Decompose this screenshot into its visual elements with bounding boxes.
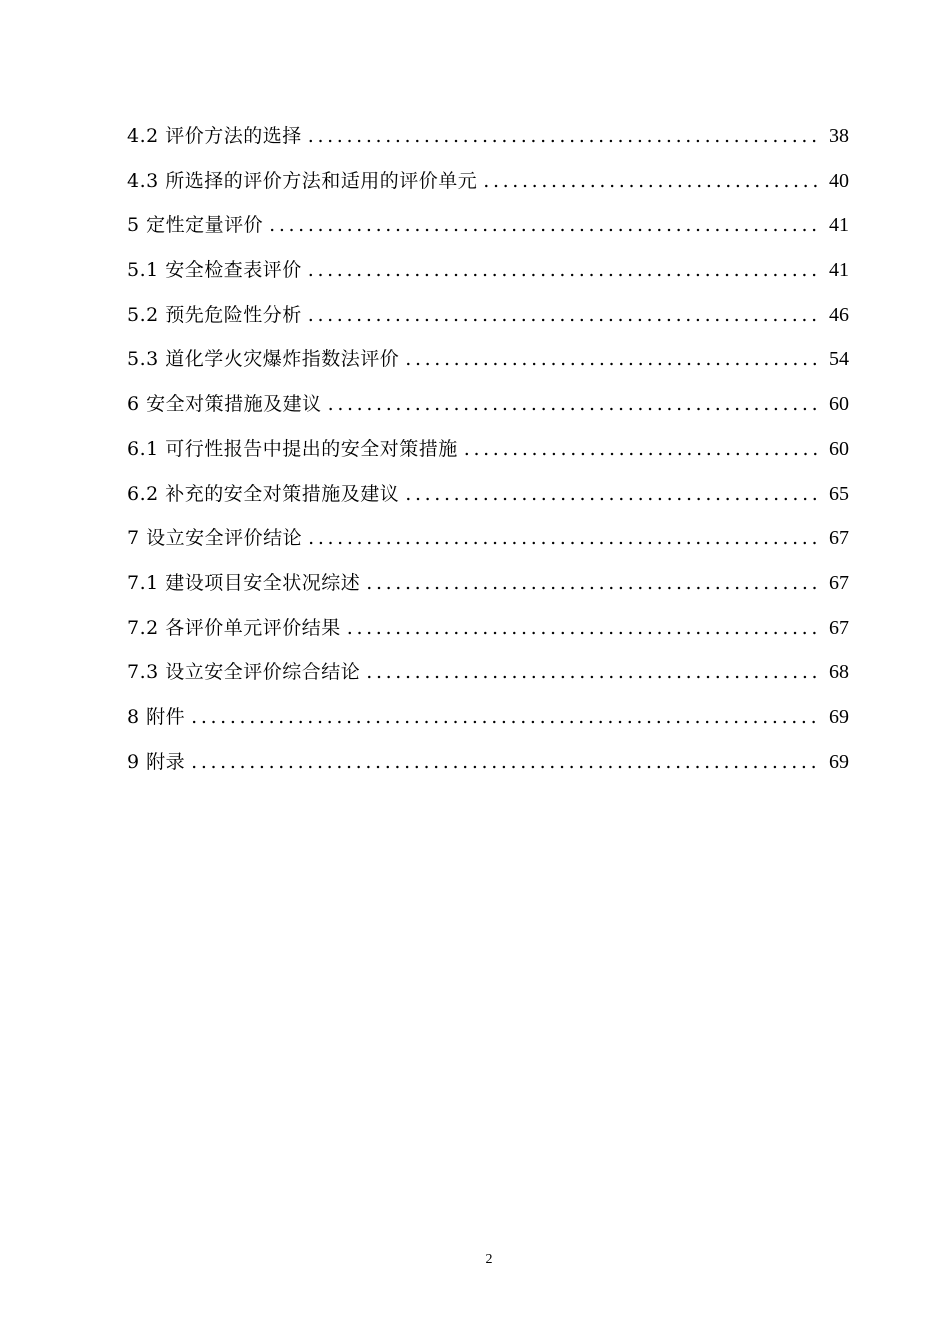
page-number: 2 xyxy=(485,1252,493,1267)
toc-entry[interactable] xyxy=(127,203,849,248)
toc-entry-title: 5.3 道化学火灾爆炸指数法评价 xyxy=(127,348,400,371)
toc-entry-page: 65 xyxy=(829,482,849,505)
toc-entry[interactable] xyxy=(127,516,849,561)
toc-entry-page: 67 xyxy=(829,571,849,594)
toc-entry-title: 6.2 补充的安全对策措施及建议 xyxy=(127,482,400,505)
toc-dot-leader xyxy=(191,695,821,740)
toc-entry-page: 54 xyxy=(829,348,849,371)
toc-dot-leader xyxy=(308,516,821,561)
toc-entry[interactable] xyxy=(127,337,849,382)
toc-entry[interactable] xyxy=(127,293,849,338)
toc-dot-leader xyxy=(366,650,821,695)
toc-entry-title: 7.1 建设项目安全状况综述 xyxy=(127,571,361,594)
toc-entry-page: 46 xyxy=(829,303,849,326)
toc-dot-leader xyxy=(308,114,821,159)
toc-entry-page: 40 xyxy=(829,169,849,192)
toc-entry-page: 41 xyxy=(829,259,849,282)
toc-entry-page: 67 xyxy=(829,616,849,639)
toc-dot-leader xyxy=(191,740,821,785)
toc-entry[interactable] xyxy=(127,650,849,695)
toc-dot-leader xyxy=(308,248,821,293)
toc-dot-leader xyxy=(347,606,821,651)
toc-entry-title: 7 设立安全评价结论 xyxy=(127,527,303,550)
toc-dot-leader xyxy=(483,159,821,204)
toc-entry-page: 69 xyxy=(829,750,849,773)
toc-entry[interactable] xyxy=(127,159,849,204)
toc-dot-leader xyxy=(269,203,821,248)
toc-entry-page: 60 xyxy=(829,393,849,416)
toc-entry-page: 38 xyxy=(829,125,849,147)
toc-entry[interactable] xyxy=(127,382,849,427)
toc-entry[interactable] xyxy=(127,248,849,293)
toc-entry-page: 69 xyxy=(829,705,849,728)
toc-entry-page: 67 xyxy=(829,527,849,550)
toc-entry-title: 6 安全对策措施及建议 xyxy=(127,393,322,416)
toc-dot-leader xyxy=(464,427,821,472)
toc-entry-page: 41 xyxy=(829,214,849,237)
toc-dot-leader xyxy=(405,472,821,517)
toc-entry[interactable] xyxy=(127,427,849,472)
toc-entry[interactable] xyxy=(127,695,849,740)
toc-entry-page: 68 xyxy=(829,661,849,684)
toc-entry[interactable] xyxy=(127,472,849,517)
toc-entry[interactable] xyxy=(127,561,849,606)
toc-dot-leader xyxy=(405,337,821,382)
toc-entry[interactable] xyxy=(127,740,849,785)
table-of-contents xyxy=(127,114,849,784)
toc-dot-leader xyxy=(366,561,821,606)
toc-entry-title: 4.3 所选择的评价方法和适用的评价单元 xyxy=(127,169,478,192)
toc-entry-title: 8 附件 xyxy=(127,705,186,728)
toc-entry-title: 5.1 安全检查表评价 xyxy=(127,259,302,282)
toc-dot-leader xyxy=(328,382,821,427)
toc-entry-title: 7.2 各评价单元评价结果 xyxy=(127,616,341,639)
toc-entry-title: 4.2 评价方法的选择 xyxy=(127,125,302,147)
toc-dot-leader xyxy=(308,293,821,338)
toc-entry-title: 7.3 设立安全评价综合结论 xyxy=(127,661,361,684)
toc-entry-title: 5.2 预先危险性分析 xyxy=(127,303,302,326)
toc-entry[interactable] xyxy=(127,114,849,159)
toc-entry-page: 60 xyxy=(829,437,849,460)
toc-entry-title: 5 定性定量评价 xyxy=(127,214,264,237)
toc-entry-title: 6.1 可行性报告中提出的安全对策措施 xyxy=(127,437,458,460)
toc-entry-title: 9 附录 xyxy=(127,750,186,773)
toc-entry[interactable] xyxy=(127,606,849,651)
